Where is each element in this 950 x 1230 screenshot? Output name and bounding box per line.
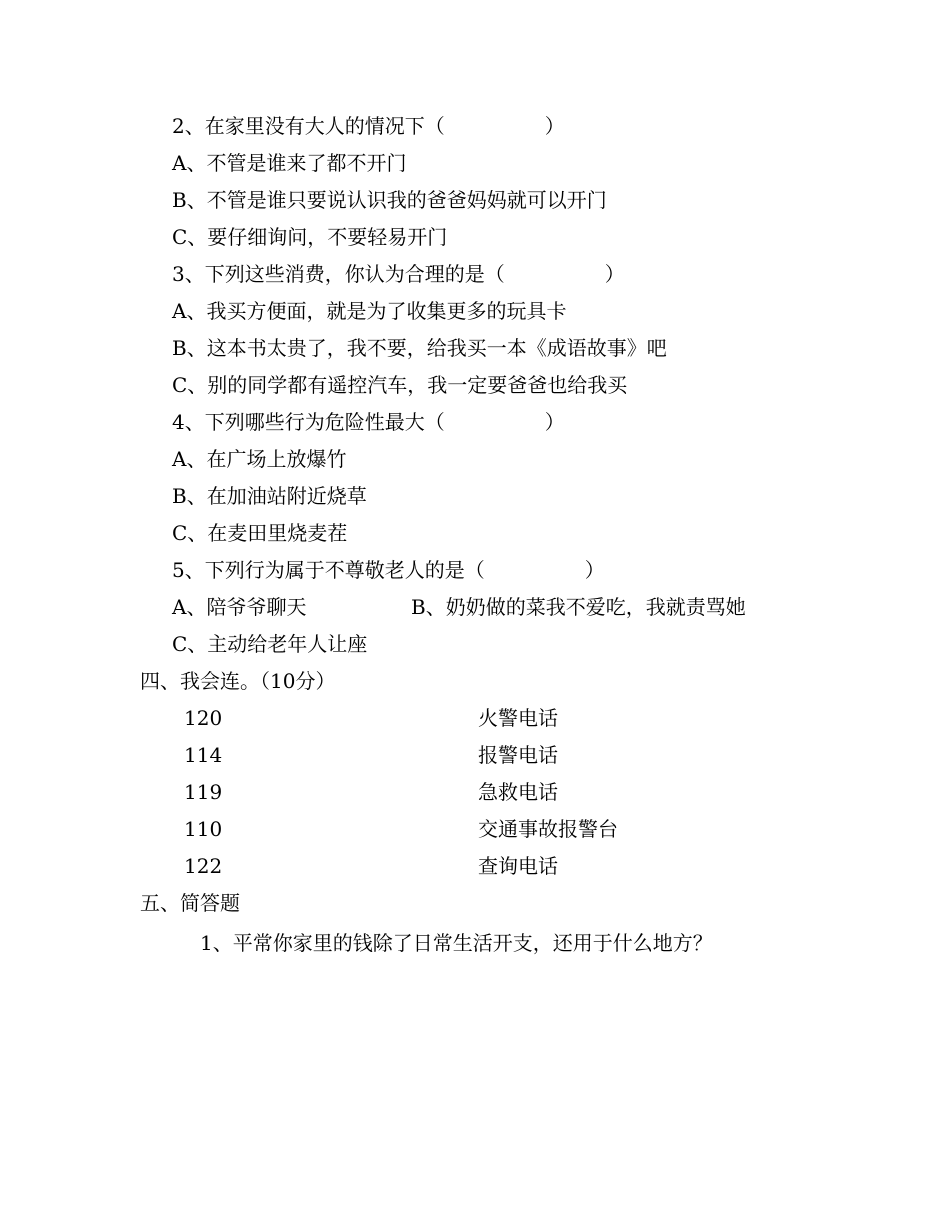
- service-name-2: 报警电话: [478, 743, 558, 767]
- question-4-prompt: 4、下列哪些行为危险性最大（ ）: [172, 410, 565, 434]
- question-2-option-a: A、不管是谁来了都不开门: [172, 151, 407, 175]
- section-5-title: 五、简答题: [140, 891, 240, 915]
- question-2-prompt: 2、在家里没有大人的情况下（ ）: [172, 114, 565, 138]
- phone-number-3: 119: [184, 780, 223, 804]
- section-4-title: 四、我会连。（10分）: [140, 669, 336, 693]
- question-2-option-c: C、要仔细询问，不要轻易开门: [172, 225, 448, 249]
- question-3-prompt: 3、下列这些消费，你认为合理的是（ ）: [172, 262, 625, 286]
- phone-number-2: 114: [184, 743, 223, 767]
- question-5-option-b: B、奶奶做的菜我不爱吃，我就责骂她: [411, 595, 746, 619]
- service-name-1: 火警电话: [478, 706, 558, 730]
- phone-number-4: 110: [184, 817, 223, 841]
- phone-number-5: 122: [184, 854, 223, 878]
- question-5-prompt: 5、下列行为属于不尊敬老人的是（ ）: [172, 558, 605, 582]
- question-2-option-b: B、不管是谁只要说认识我的爸爸妈妈就可以开门: [172, 188, 607, 212]
- question-4-option-a: A、在广场上放爆竹: [172, 447, 347, 471]
- service-name-3: 急救电话: [478, 780, 558, 804]
- question-4-option-b: B、在加油站附近烧草: [172, 484, 367, 508]
- service-name-4: 交通事故报警台: [478, 817, 618, 841]
- question-4-option-c: C、在麦田里烧麦茬: [172, 521, 348, 545]
- service-name-5: 查询电话: [478, 854, 558, 878]
- question-3-option-b: B、这本书太贵了，我不要，给我买一本《成语故事》吧: [172, 336, 667, 360]
- phone-number-1: 120: [184, 706, 223, 730]
- question-3-option-a: A、我买方便面，就是为了收集更多的玩具卡: [172, 299, 567, 323]
- question-5-option-a: A、陪爷爷聊天: [172, 595, 307, 619]
- question-5-option-c: C、主动给老年人让座: [172, 632, 368, 656]
- question-3-option-c: C、别的同学都有遥控汽车，我一定要爸爸也给我买: [172, 373, 628, 397]
- short-answer-question-1: 1、平常你家里的钱除了日常生活开支，还用于什么地方？: [200, 931, 713, 955]
